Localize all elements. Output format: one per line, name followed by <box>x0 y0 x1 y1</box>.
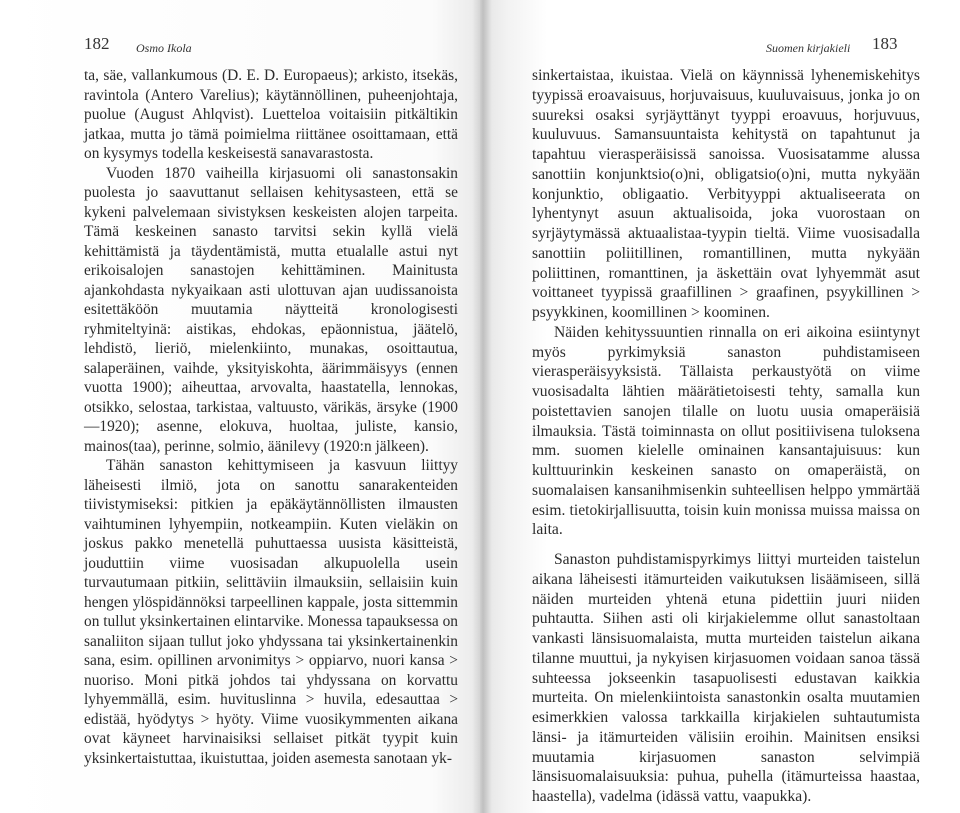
paragraph: ta, säe, vallankumous (D. E. D. Europaeus); arkisto, itsekäs, ravintola (Antero Varelius); käytännöllinen, puheenjohtaja, puolue (August Ahlqvist). Luetteloa voitaisiin pitkältikin jatkaa, mutta jo tämä poimielma riittänee osoittamaan, että on kysymys todella keskeisestä sanavarastosta. <box>84 67 458 162</box>
page-number: 182 <box>84 34 110 53</box>
paragraph: Tähän sanaston kehittymiseen ja kasvuun liittyy läheisesti ilmiö, jota on sanottu sanarakenteiden tiivistymiseksi: pitkien ja epäkäytännöllisten ilmausten vaihtuminen lyhyempiin, notkeampiin. Kuten vieläkin on joskus pakko menetellä puhuttaessa uusista käsitteistä, jouduttiin viime vuosisadan alkupuolella usein turvautumaan pitkiin, selittäviin ilmauksiin, sellaisiin kuin hengen ylöspidännöksi tarpeellinen kappale, josta sittemmin on tullut yksinkertainen elintarvike. Monessa tapauksessa on sanaliiton sijaan tullut joko yhdyssana tai yksinkertainenkin sana, esim. opillinen arvonimitys > oppiarvo, nuori kansa > nuoriso. Moni pitkä johdos tai yhdyssana on korvattu lyhyemmällä, esim. huvituslinna > huvila, edesauttaa > edistää, hyödytys > hyöty. Viime vuosikymmenten aikana ovat käyneet harvinaisiksi sellaiset pitkät tyypit kuin yksinkertaistuttaa, ikuistuttaa, joiden asemesta sanotaan yk- <box>84 457 458 767</box>
running-head: Osmo Ikola <box>136 41 192 55</box>
page-number: 183 <box>872 34 898 53</box>
book-gutter <box>472 0 492 813</box>
page-body <box>532 66 920 807</box>
paragraph: Näiden kehityssuuntien rinnalla on eri aikoina esiintynyt myös pyrkimyksiä sanaston puhdistamiseen vierasperäisyyksistä. Tällaista perkaustyötä on viime vuosisadalta lähtien määrätietoisesti tehty, samalla kun poistettavien sanojen tilalle on luotu uusia omaperäisiä ilmauksia. Tästä toiminnasta on ollut positiivisena tuloksena mm. suomen kielelle ominainen kansantajuisuus: kun kulttuurinkin keskeinen sanasto on omaperäistä, on suomalaisen kansanihmisenkin suhteellisen helppo ymmärtää esim. tietokirjallisuutta, toisin kuin monissa muissa maissa on laita. <box>532 323 920 539</box>
paragraph: sinkertaistaa, ikuistaa. Vielä on käynnissä lyhenemiskehitys tyypissä eroavaisuus, horjuvaisuus, kuuluvaisuus, jonka jo on suureksi osaksi syrjäyttänyt tyyppi eroavuus, horjuvuus, kuuluvuus. Samansuuntaista kehitystä on tapahtunut ja tapahtuu vierasperäisissä sanoissa. Vuosisatamme alussa sanottiin konjunktsio(o)ni, obligatsio(o)ni, mutta nykyään konjunktio, obligaatio. Verbityyppi aktualiseerata on lyhentynyt asuun aktualisoida, joka vuorostaan on syrjäytymässä aktuaalistaa-tyypin tieltä. Viime vuosisadalla sanottiin poliitillinen, romantillinen, mutta nykyään poliittinen, romanttinen, ja äskettäin ovat lyhyemmät asut voittaneet tyypissä graafillinen > graafinen, psyykillinen > psyykkinen, koomillinen > koominen. <box>532 67 920 321</box>
paragraph: Sanaston puhdistamispyrkimys liittyi murteiden taistelun aikana läheisesti itämurteiden vaikutuksen lisäämiseen, sillä näiden murteiden yhtenä etuna pidettiin juuri niiden puhtautta. Siihen asti oli kirjakielemme ollut sanastoltaan vankasti länsisuomalaista, mutta murteiden taistelun aikana tilanne muuttui, ja nykyisen kirjasuomen voidaan sanoa tässä suhteessa jokseenkin tasapuolisesti edustavan kaikkia murteita. On mielenkiintoista sanastonkin osalta muutamien esimerkkien valossa tarkkailla kirjakielen suhtautumista länsi- ja itämurteiden välisiin eroihin. Mainitsen ensiksi muutamia kirjasuomen sanaston selvimpiä länsisuomalaisuuksia: puhua, puhella (itämurteissa haastaa, haastella), vadelma (idässä vattu, vaapukka). <box>532 551 920 805</box>
page-body <box>84 66 458 768</box>
paragraph: Vuoden 1870 vaiheilla kirjasuomi oli sanastonsakin puolesta jo saavuttanut sellaisen kehitysasteen, että se kykeni palvelemaan sivistyksen keskeisten alojen tarpeita. Tämä keskeinen sanasto tarvitsi sekin kyllä vielä kehittämistä ja täydentämistä, mutta etualalle astui nyt erikoisalojen sanastojen kehittäminen. Mainitusta ajankohdasta nykyaikaan asti ulottuvan ajan uudissanoista esitettäköön muutamia näytteitä kronologisesti ryhmiteltyinä: aistikas, ehdokas, epäonnistua, jäätelö, lehdistö, lieriö, mielenkiinto, munakas, osoittautua, salaperäinen, vaihde, yksityiskohta, äärimmäisyys (ennen vuotta 1900); aiheuttaa, arvovalta, haastatella, lennokas, otsikko, selostaa, tarkistaa, valtuusto, värikäs, ärsyke (1900—1920); asenne, elokuva, huoltaa, juliste, kansio, mainos(taa), perinne, solmio, äänilevy (1920:n jälkeen). <box>84 164 458 455</box>
right-page <box>480 0 960 813</box>
running-head: Suomen kirjakieli <box>766 41 851 55</box>
